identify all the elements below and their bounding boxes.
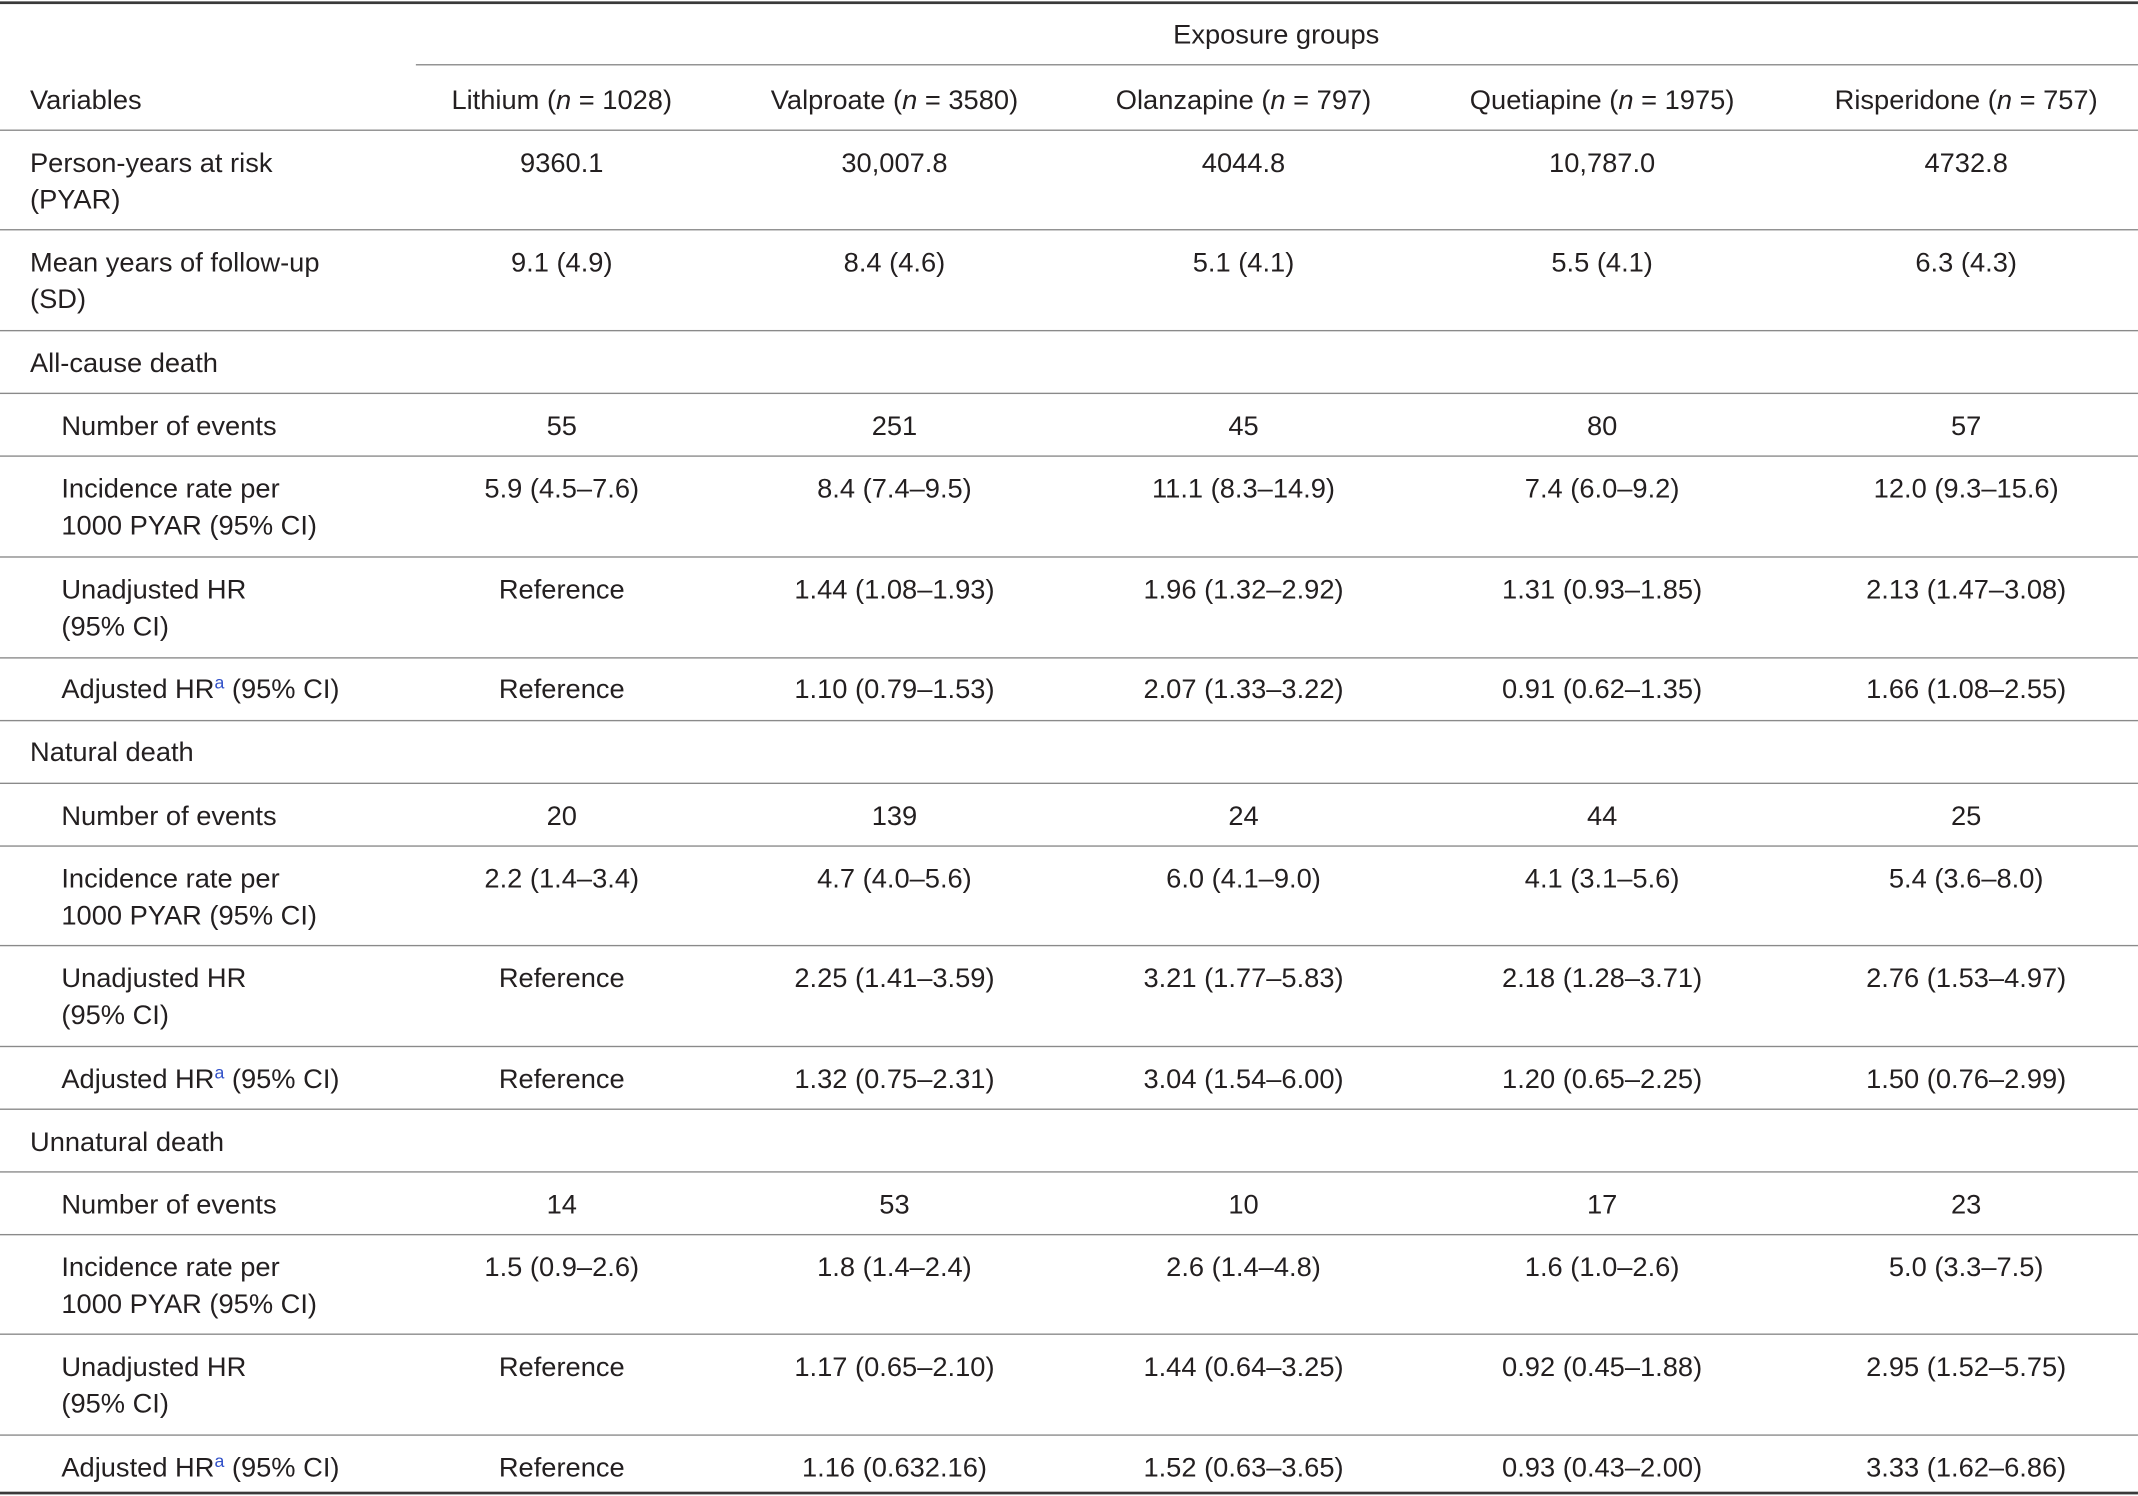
table-cell: 1.52 (0.63–3.65) [1143, 1453, 1344, 1484]
row-label-adjusted-hr: Adjusted HR$^a$ (95% CI) [61, 1062, 340, 1095]
table-cell: 5.0 (3.3–7.5) [1888, 1253, 2044, 1284]
row-label-incidence: Incidence rate per 1000 PYAR (95% CI) [61, 1253, 318, 1320]
row-label-incidence: Incidence rate per 1000 PYAR (95% CI) [61, 864, 318, 932]
table-cell: 25 [1950, 801, 1982, 832]
table-cell: 5.5 (4.1) [1551, 248, 1653, 279]
row-divider [0, 393, 2138, 394]
table-cell: 1.50 (0.76–2.99) [1866, 1064, 2067, 1095]
table-cell: 8.4 (4.6) [843, 248, 946, 279]
row-label-events: Number of events [61, 801, 277, 832]
table-cell: 12.0 (9.3–15.6) [1873, 474, 2059, 505]
table-cell: 9360.1 [520, 148, 604, 179]
row-divider [0, 1109, 2138, 1110]
table-bottom-rule [0, 1492, 2138, 1495]
row-label-events: Number of events [61, 1190, 277, 1221]
table-cell: 7.4 (6.0–9.2) [1524, 474, 1680, 505]
section-title-natural: Natural death [29, 737, 194, 768]
table-cell: 80 [1586, 411, 1618, 442]
table-cell: 1.10 (0.79–1.53) [794, 674, 995, 705]
row-label-adjusted-hr: Adjusted HR$^a$ (95% CI) [61, 672, 340, 705]
row-label-incidence: Incidence rate per 1000 PYAR (95% CI) [61, 474, 318, 542]
table-cell: 1.5 (0.9–2.6) [484, 1253, 640, 1284]
footnote-marker: a [214, 1450, 225, 1472]
table-cell: 2.07 (1.33–3.22) [1143, 674, 1344, 705]
table-cell: 44 [1586, 801, 1618, 832]
row-divider [0, 783, 2138, 784]
table-cell: 0.91 (0.62–1.35) [1502, 674, 1703, 705]
table-cell: 3.04 (1.54–6.00) [1143, 1064, 1344, 1095]
table-cell: 0.92 (0.45–1.88) [1502, 1352, 1703, 1383]
table-cell: 6.0 (4.1–9.0) [1166, 864, 1321, 895]
row-divider [0, 1046, 2138, 1047]
table-cell: 1.32 (0.75–2.31) [794, 1064, 995, 1095]
table-cell: 1.17 (0.65–2.10) [794, 1352, 995, 1383]
table-cell: 5.9 (4.5–7.6) [484, 474, 640, 505]
table-cell: 23 [1950, 1190, 1982, 1221]
table-cell: Reference [498, 1352, 625, 1383]
table-cell: 53 [879, 1190, 910, 1221]
table-cell: 1.44 (1.08–1.93) [794, 575, 995, 606]
row-label-adjusted-hr: Adjusted HR$^a$ (95% CI) [61, 1450, 340, 1484]
table-cell: 9.1 (4.9) [510, 248, 613, 279]
table-cell: Reference [498, 674, 625, 705]
table-cell: 8.4 (7.4–9.5) [817, 474, 972, 505]
row-label-events: Number of events [61, 411, 277, 442]
row-label-followup: Mean years of follow-up (SD) [29, 248, 320, 315]
table-cell: 10 [1228, 1190, 1259, 1221]
row-divider [0, 1171, 2138, 1172]
column-header-valproate: Valproate (n = 3580) [770, 85, 1019, 116]
table-cell: 17 [1586, 1190, 1618, 1221]
table-cell: 3.21 (1.77–5.83) [1143, 963, 1344, 994]
column-header-lithium: Lithium (n = 1028) [451, 85, 673, 116]
row-divider [0, 720, 2138, 721]
table-cell: 1.44 (0.64–3.25) [1143, 1352, 1344, 1383]
table-cell: 1.20 (0.65–2.25) [1502, 1064, 1703, 1095]
table-cell: 4.1 (3.1–5.6) [1524, 864, 1680, 895]
table-cell: 30,007.8 [841, 148, 948, 179]
table-cell: 1.6 (1.0–2.6) [1524, 1253, 1680, 1284]
table-cell: 1.66 (1.08–2.55) [1866, 674, 2067, 705]
row-divider [0, 945, 2138, 946]
table-cell: Reference [498, 1453, 625, 1484]
exposure-groups-header: Exposure groups [1173, 20, 1380, 51]
table-cell: Reference [498, 963, 625, 994]
table-cell: Reference [498, 1064, 625, 1095]
table-cell: 55 [546, 411, 577, 442]
row-label-unadjusted-hr: Unadjusted HR (95% CI) [61, 1352, 247, 1420]
footnote-marker: a [214, 672, 225, 693]
row-divider [0, 657, 2138, 658]
table-cell: 57 [1950, 411, 1982, 442]
variables-header: Variables [29, 85, 142, 116]
footnote-marker: a [214, 1062, 225, 1083]
table-cell: 2.6 (1.4–4.8) [1166, 1253, 1321, 1284]
table-cell: 10,787.0 [1549, 148, 1656, 179]
table-cell: 0.93 (0.43–2.00) [1502, 1453, 1703, 1484]
column-header-risperidone: Risperidone (n = 757) [1834, 85, 2098, 116]
table-cell: 2.2 (1.4–3.4) [484, 864, 640, 895]
table-cell: 1.96 (1.32–2.92) [1143, 575, 1344, 606]
table-cell: 2.18 (1.28–3.71) [1502, 963, 1703, 994]
section-title-all-cause: All-cause death [29, 349, 218, 380]
table-cell: 4044.8 [1201, 148, 1286, 179]
row-divider [0, 556, 2138, 557]
table-cell: 2.25 (1.41–3.59) [794, 963, 995, 994]
row-divider [0, 1334, 2138, 1335]
row-divider [0, 1434, 2138, 1435]
row-divider [0, 330, 2138, 331]
table-cell: 5.4 (3.6–8.0) [1888, 864, 2044, 895]
table-cell: Reference [498, 575, 625, 606]
table-cell: 5.1 (4.1) [1192, 248, 1295, 279]
table-cell: 11.1 (8.3–14.9) [1152, 474, 1335, 505]
table-cell: 14 [546, 1190, 577, 1221]
table-cell: 45 [1228, 411, 1259, 442]
row-divider [0, 455, 2138, 456]
row-divider [0, 229, 2138, 230]
table-cell: 20 [546, 801, 577, 832]
table-cell: 1.16 (0.632.16) [801, 1453, 987, 1484]
table-cell: 4732.8 [1924, 148, 2008, 179]
row-label-unadjusted-hr: Unadjusted HR (95% CI) [61, 963, 247, 1031]
table-cell: 251 [871, 411, 918, 442]
table-top-rule [0, 1, 2138, 4]
row-divider [0, 1234, 2138, 1235]
table-cell: 24 [1228, 801, 1259, 832]
group-header-rule [416, 64, 2138, 65]
row-label-pyar: Person-years at risk (PYAR) [29, 148, 273, 216]
table-cell: 2.76 (1.53–4.97) [1866, 963, 2067, 994]
header-bottom-rule [0, 130, 2138, 131]
section-title-unnatural: Unnatural death [29, 1127, 225, 1158]
table-cell: 2.95 (1.52–5.75) [1866, 1352, 2067, 1383]
table-cell: 3.33 (1.62–6.86) [1866, 1453, 2067, 1484]
table-cell: 139 [871, 801, 918, 832]
row-label-unadjusted-hr: Unadjusted HR (95% CI) [61, 575, 247, 643]
column-header-olanzapine: Olanzapine (n = 797) [1115, 85, 1372, 116]
table-cell: 1.31 (0.93–1.85) [1502, 575, 1703, 606]
table-cell: 1.8 (1.4–2.4) [817, 1253, 972, 1284]
table-cell: 6.3 (4.3) [1915, 248, 2017, 279]
column-header-quetiapine: Quetiapine (n = 1975) [1469, 85, 1735, 116]
table-cell: 2.13 (1.47–3.08) [1866, 575, 2067, 606]
table-cell: 4.7 (4.0–5.6) [817, 864, 972, 895]
row-divider [0, 845, 2138, 846]
